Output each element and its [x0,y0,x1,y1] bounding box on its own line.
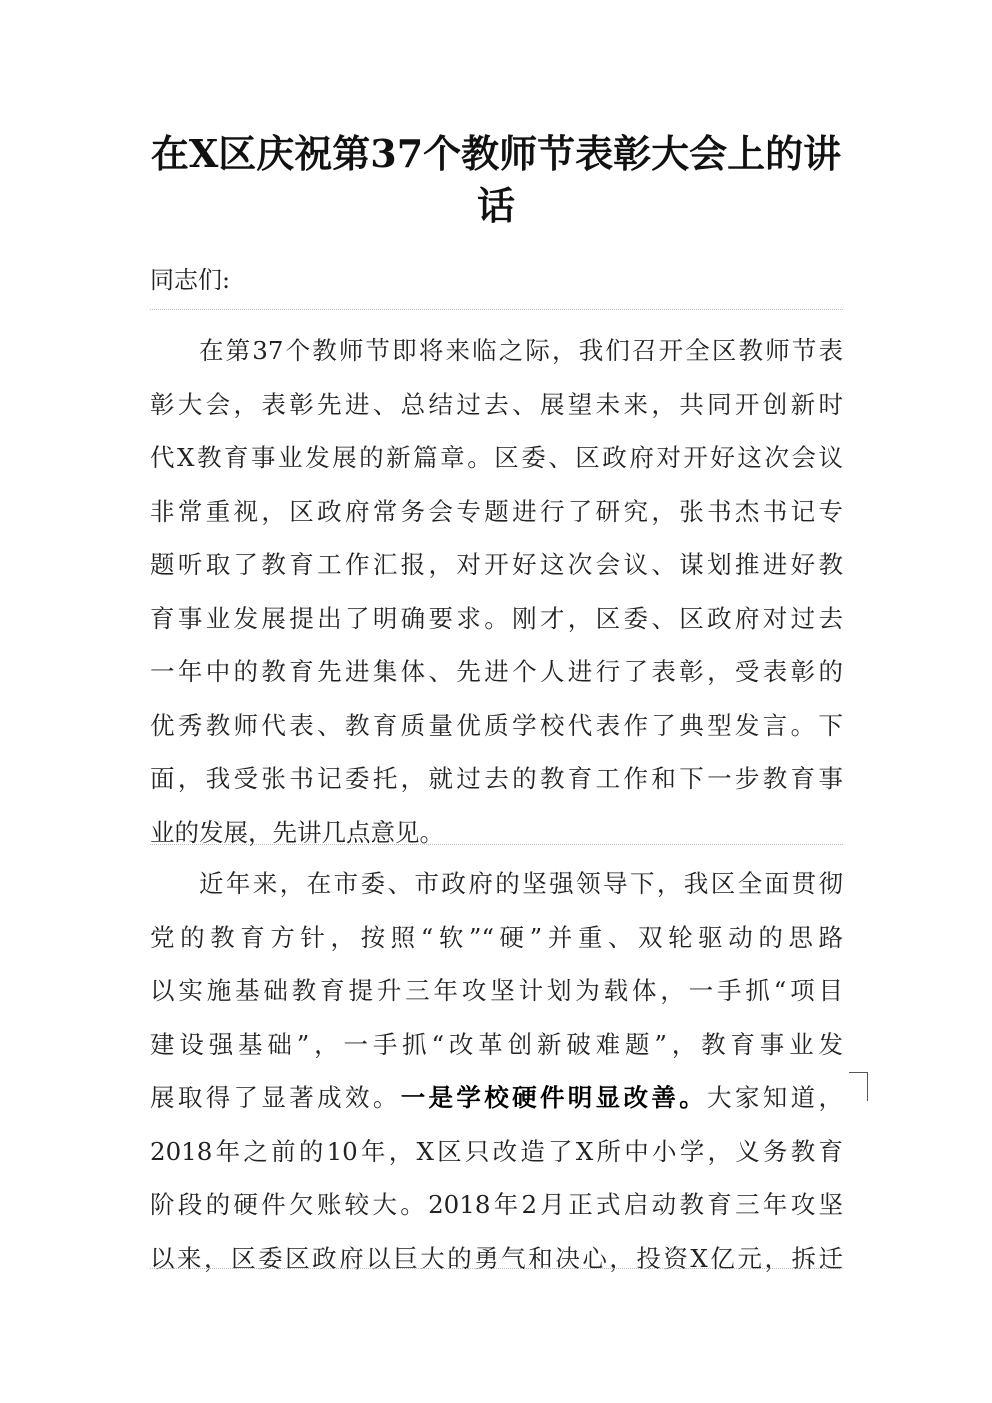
paragraph-line: 非常重视，区政府常务会专题进行了研究，张书杰书记专 [150,485,843,539]
paragraph-line: 党的教育方针，按照“软”“硬”并重、双轮驱动的思路 [150,911,843,965]
paragraph-2 [150,857,843,1285]
paragraph-1 [150,324,843,859]
paragraph-line: 阶段的硬件欠账较大。2018年2月正式启动教育三年攻坚 [150,1190,843,1219]
paragraph-line: 在第37个教师节即将来临之际，我们召开全区教师节表 [150,324,843,378]
paragraph-separator [150,844,843,845]
paragraph-line: 一年中的教育先进集体、先进个人进行了表彰，受表彰的 [150,645,843,699]
paragraph-line: 优秀教师代表、教育质量优质学校代表作了典型发言。下 [150,699,843,753]
title-line-1: 在X区庆祝第37个教师节表彰大会上的讲 [150,131,842,176]
bold-heading-point: 一是学校硬件明显改善。 [400,1083,708,1112]
document-title [140,128,852,232]
title-line-2: 话 [476,183,515,228]
margin-corner-mark [849,1072,868,1101]
paragraph-line: 题听取了教育工作汇报，对开好这次会议、谋划推进好教 [150,538,843,592]
paragraph-line: 近年来，在市委、市政府的坚强领导下，我区全面贯彻 [150,857,843,911]
paragraph-line: 以来，区委区政府以巨大的勇气和决心，投资X亿元，拆迁 [150,1232,843,1286]
salutation: 同志们: [150,266,231,294]
paragraph-line: 面，我受张书记委托，就过去的教育工作和下一步教育事 [150,752,843,806]
paragraph-line: 展取得了显著成效。一是学校硬件明显改善。大家知道， [150,1083,843,1112]
paragraph-line: 代X教育事业发展的新篇章。区委、区政府对开好这次会议 [150,431,843,485]
paragraph-line: 以实施基础教育提升三年攻坚计划为载体，一手抓“项目 [150,964,843,1018]
paragraph-line: 育事业发展提出了明确要求。刚才，区委、区政府对过去 [150,592,843,646]
paragraph-separator [150,309,843,310]
paragraph-line: 彰大会，表彰先进、总结过去、展望未来，共同开创新时 [150,378,843,432]
paragraph-line: 2018年之前的10年，X区只改造了X所中小学，义务教育 [150,1136,843,1166]
paragraph-line: 建设强基础”，一手抓“改革创新破难题”，教育事业发 [150,1018,843,1072]
page-bottom-separator [150,1268,843,1269]
paragraph-line: 业的发展，先讲几点意见。 [150,817,444,847]
